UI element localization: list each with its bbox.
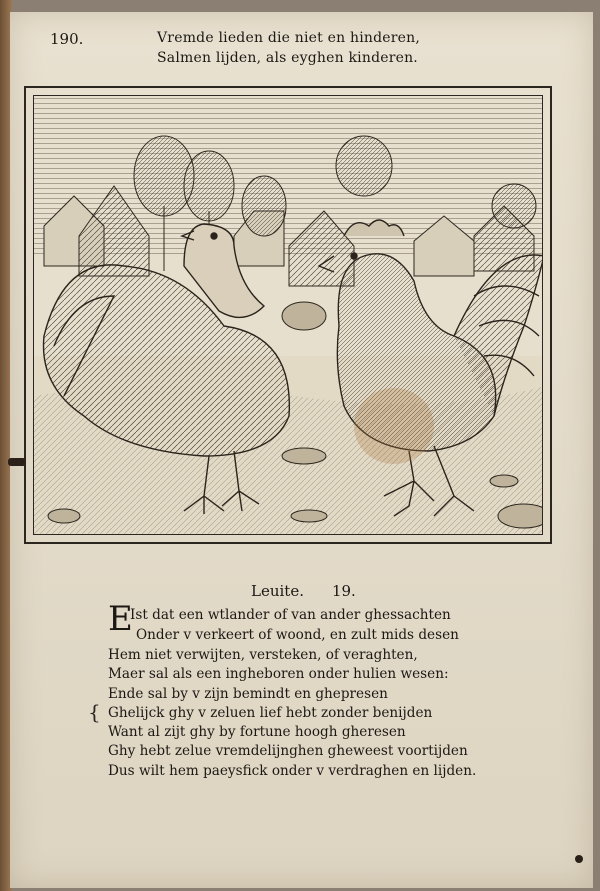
verse-line-7: Want al zijt ghy by fortune hoogh gheresen (108, 724, 406, 740)
turkey-rooster-engraving (34, 96, 543, 535)
verse-line-8: Ghy hebt zelue vremdelijnghen gheweest voortijden (108, 743, 468, 759)
ink-spot (575, 855, 583, 863)
margin-ink-mark (8, 458, 26, 466)
verse-line-2: Onder v verkeert of woond, en zult mids desen (136, 627, 459, 643)
engraving-plate (24, 86, 552, 544)
verse-line-4: Maer sal als een ingheboren onder hulien wesen: (108, 666, 449, 682)
verse-line-5: Ende sal by v zijn bemindt en ghepresen (108, 686, 388, 702)
verse-line-3: Hem niet verwijten, versteken, of veraghten, (108, 647, 418, 663)
scripture-book: Leuite. (251, 582, 304, 600)
engraving-image (33, 95, 543, 535)
verse-line-6: Ghelijck ghy v zeluen lief hebt zonder benijden (108, 705, 433, 721)
scripture-reference (251, 582, 356, 600)
margin-bracket: { (88, 700, 101, 724)
verse-line-1: Ist dat een wtlander of van ander ghessachten (130, 607, 451, 623)
verse-line-9: Dus wilt hem paeysfick onder v verdraghen en lijden. (108, 763, 477, 779)
motto-line-1: Vremde lieden die niet en hinderen, (157, 30, 420, 46)
show-through-text (410, 20, 560, 90)
motto-line-2: Salmen lijden, als eyghen kinderen. (157, 50, 418, 66)
page-number: 190. (50, 30, 84, 48)
ink-stain (354, 388, 434, 464)
scripture-chapter: 19. (331, 582, 356, 600)
drop-cap: E (108, 599, 133, 639)
